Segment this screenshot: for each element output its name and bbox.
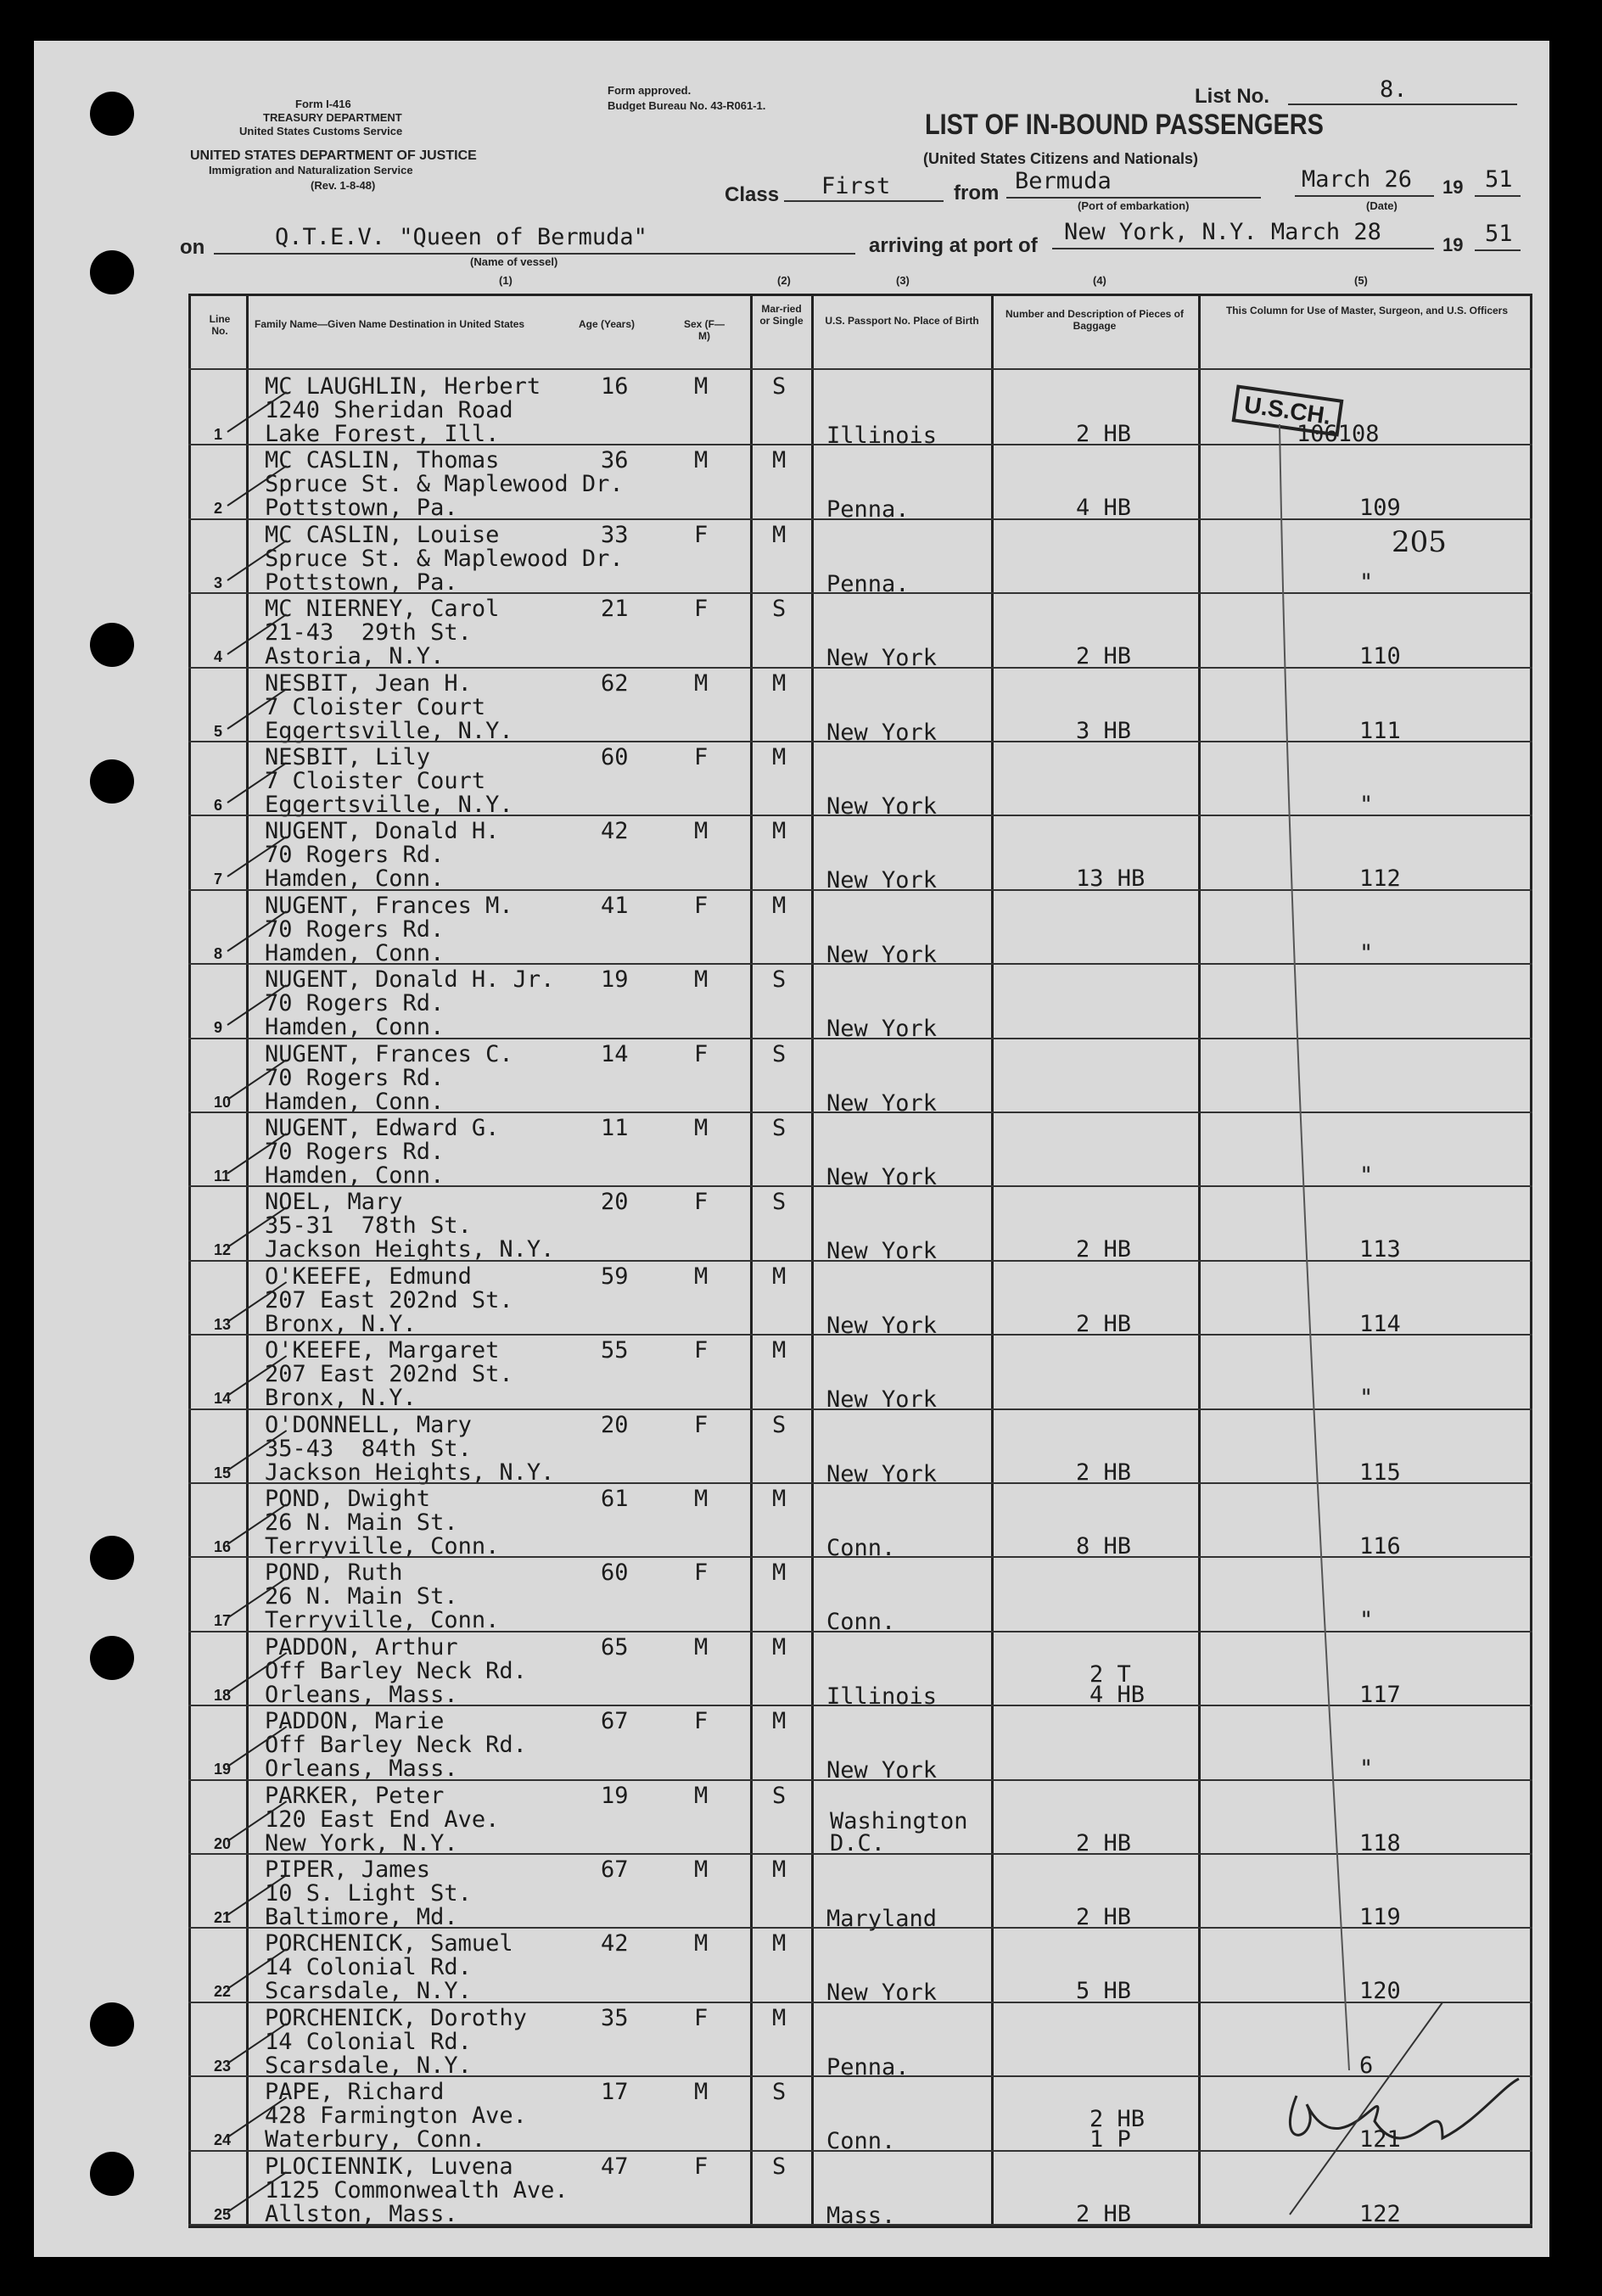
passenger-name: NUGENT, Frances C. bbox=[265, 1040, 513, 1067]
officer-number: " bbox=[1359, 1385, 1374, 1412]
officer-number: 106108 bbox=[1297, 421, 1380, 447]
class-label: Class bbox=[725, 183, 780, 206]
address-city: Eggertsville, N.Y. bbox=[265, 717, 513, 744]
officer-number: 115 bbox=[1359, 1459, 1401, 1486]
age: 62 bbox=[601, 669, 629, 697]
list-no-label: List No. bbox=[1195, 85, 1269, 108]
officer-number: " bbox=[1359, 568, 1374, 596]
address-city: Baltimore, Md. bbox=[265, 1904, 458, 1930]
address-city: Pottstown, Pa. bbox=[265, 495, 458, 522]
age: 42 bbox=[601, 818, 629, 845]
line-number: 11 bbox=[214, 1168, 231, 1184]
officer-number: 113 bbox=[1359, 1236, 1401, 1263]
sex: M bbox=[694, 1930, 709, 1957]
address-city: Orleans, Mass. bbox=[265, 1681, 458, 1708]
baggage: 2 HB bbox=[1076, 1459, 1132, 1486]
marital-status: S bbox=[772, 2153, 787, 2180]
on-label: on bbox=[180, 236, 205, 259]
line-number: 25 bbox=[214, 2205, 232, 2223]
place-of-birth: New York bbox=[826, 1312, 938, 1339]
address-street: 1240 Sheridan Road bbox=[265, 397, 513, 423]
line-number: 3 bbox=[214, 574, 223, 591]
ins-service: Immigration and Naturalization Service bbox=[209, 164, 413, 176]
sex: F bbox=[694, 1411, 709, 1438]
sex: F bbox=[694, 744, 709, 770]
sex: M bbox=[694, 373, 709, 400]
age: 17 bbox=[601, 2079, 629, 2106]
age: 35 bbox=[601, 2004, 629, 2031]
address-street: 10 S. Light St. bbox=[265, 1880, 472, 1907]
officer-number: 111 bbox=[1359, 717, 1401, 744]
passenger-name: MC CASLIN, Louise bbox=[265, 521, 500, 548]
address-city: Hamden, Conn. bbox=[265, 939, 445, 966]
address-street: Off Barley Neck Rd. bbox=[265, 1732, 527, 1759]
address-city: Hamden, Conn. bbox=[265, 1014, 445, 1041]
port-embarkation-label: (Port of embarkation) bbox=[1078, 199, 1190, 212]
sex: F bbox=[694, 2004, 709, 2031]
year-prefix-2: 19 bbox=[1442, 234, 1464, 255]
passenger-name: NESBIT, Jean H. bbox=[265, 669, 472, 697]
marital-status: S bbox=[772, 1782, 787, 1809]
marital-status: M bbox=[772, 818, 787, 845]
sex: M bbox=[694, 966, 709, 994]
sex: F bbox=[694, 596, 709, 623]
page-title: LIST OF IN-BOUND PASSENGERS bbox=[925, 109, 1324, 141]
address-city: Terryville, Conn. bbox=[265, 1607, 500, 1634]
line-number: 8 bbox=[214, 944, 223, 962]
col-num-4: (4) bbox=[1093, 274, 1106, 287]
passenger-name: NOEL, Mary bbox=[265, 1189, 403, 1216]
sex: F bbox=[694, 521, 709, 548]
address-street: 35-31 78th St. bbox=[265, 1212, 472, 1240]
officer-number: " bbox=[1359, 1756, 1374, 1783]
place-of-birth: Conn. bbox=[826, 1609, 896, 1636]
age: 42 bbox=[601, 1930, 629, 1957]
sex: F bbox=[694, 1040, 709, 1067]
marital-status: M bbox=[772, 1560, 787, 1587]
marital-status: S bbox=[772, 2079, 787, 2106]
address-street: 70 Rogers Rd. bbox=[265, 990, 445, 1017]
line-number: 6 bbox=[214, 797, 223, 814]
sex: M bbox=[694, 1782, 709, 1809]
treasury-dept: TREASURY DEPARTMENT bbox=[263, 111, 402, 124]
address-street: 120 East End Ave. bbox=[265, 1806, 500, 1833]
age: 20 bbox=[601, 1411, 629, 1438]
passenger-name: MC CASLIN, Thomas bbox=[265, 447, 500, 474]
officer-number: " bbox=[1359, 792, 1374, 818]
line-number: 4 bbox=[214, 648, 223, 666]
officer-number: 110 bbox=[1359, 643, 1401, 670]
passenger-name: PORCHENICK, Dorothy bbox=[265, 2004, 527, 2031]
officer-number: 120 bbox=[1359, 1978, 1401, 2005]
passenger-name: NUGENT, Frances M. bbox=[265, 892, 513, 919]
address-city: Hamden, Conn. bbox=[265, 1088, 445, 1115]
arrival-port: New York, N.Y. March 28 bbox=[1064, 219, 1381, 245]
place-of-birth: New York bbox=[826, 719, 938, 746]
passenger-name: NUGENT, Donald H. Jr. bbox=[265, 966, 555, 994]
baggage: 2 HB bbox=[1076, 1236, 1132, 1263]
place-of-birth: New York bbox=[826, 1164, 938, 1190]
marital-status: M bbox=[772, 1633, 787, 1660]
baggage: 4 HB bbox=[1076, 495, 1132, 522]
age: 21 bbox=[601, 596, 629, 623]
justice-dept: UNITED STATES DEPARTMENT OF JUSTICE bbox=[190, 148, 477, 163]
vessel-name-label: (Name of vessel) bbox=[470, 255, 558, 268]
vessel-name: Q.T.E.V. "Queen of Bermuda" bbox=[275, 224, 647, 250]
col-num-5: (5) bbox=[1354, 274, 1368, 287]
marital-status: M bbox=[772, 521, 787, 548]
baggage: 2 HB bbox=[1076, 643, 1132, 670]
passenger-name: NESBIT, Lily bbox=[265, 744, 431, 770]
marital-status: S bbox=[772, 966, 787, 994]
marital-status: S bbox=[772, 1040, 787, 1067]
class-value: First bbox=[821, 173, 891, 199]
line-number: 21 bbox=[214, 1909, 232, 1926]
baggage: 3 HB bbox=[1076, 717, 1132, 744]
list-no-value: 8. bbox=[1380, 76, 1408, 103]
col-num-3: (3) bbox=[896, 274, 910, 287]
age: 36 bbox=[601, 447, 629, 474]
sex: M bbox=[694, 447, 709, 474]
address-street: 1125 Commonwealth Ave. bbox=[265, 2176, 569, 2204]
age: 67 bbox=[601, 1708, 629, 1735]
year-value-1: 51 bbox=[1485, 166, 1513, 193]
line-number: 10 bbox=[214, 1093, 232, 1111]
passenger-name: PIPER, James bbox=[265, 1856, 431, 1883]
place-of-birth: New York bbox=[826, 1460, 938, 1487]
address-street: 207 East 202nd St. bbox=[265, 1361, 513, 1388]
baggage: 2 HB bbox=[1076, 1904, 1132, 1930]
sex: F bbox=[694, 1560, 709, 1587]
form-number: Form I-416 bbox=[295, 98, 351, 110]
officer-number: 117 bbox=[1359, 1681, 1401, 1708]
baggage: 2 HB bbox=[1076, 1829, 1132, 1856]
baggage-line2: 4 HB bbox=[1089, 1681, 1145, 1708]
line-number: 2 bbox=[214, 500, 223, 518]
place-of-birth: Illinois bbox=[826, 423, 938, 449]
address-street: 70 Rogers Rd. bbox=[265, 916, 445, 943]
place-of-birth-line2: D.C. bbox=[830, 1829, 886, 1856]
address-street: 7 Cloister Court bbox=[265, 693, 486, 720]
marital-status: M bbox=[772, 447, 787, 474]
officer-number: 109 bbox=[1359, 495, 1401, 522]
baggage: 2 HB bbox=[1076, 2200, 1132, 2227]
line-number: 19 bbox=[214, 1761, 232, 1778]
passenger-name: O'KEEFE, Margaret bbox=[265, 1337, 500, 1364]
age: 60 bbox=[601, 744, 629, 770]
marital-status: S bbox=[772, 1189, 787, 1216]
address-city: Waterbury, Conn. bbox=[265, 2126, 486, 2153]
col-header-age: Age (Years) bbox=[578, 318, 636, 330]
marital-status: M bbox=[772, 1856, 787, 1883]
address-street: 70 Rogers Rd. bbox=[265, 1139, 445, 1165]
place-of-birth: New York bbox=[826, 867, 938, 894]
marital-status: M bbox=[772, 1708, 787, 1735]
age: 19 bbox=[601, 1782, 629, 1809]
sex: M bbox=[694, 669, 709, 697]
marital-status: S bbox=[772, 1115, 787, 1141]
arriving-label: arriving at port of bbox=[869, 234, 1038, 257]
line-number: 22 bbox=[214, 1983, 232, 2001]
age: 65 bbox=[601, 1633, 629, 1660]
passenger-name: MC LAUGHLIN, Herbert bbox=[265, 373, 541, 400]
age: 55 bbox=[601, 1337, 629, 1364]
line-number: 9 bbox=[214, 1019, 223, 1037]
budget-bureau: Budget Bureau No. 43-R061-1. bbox=[608, 99, 766, 112]
date-label: (Date) bbox=[1366, 199, 1398, 212]
age: 14 bbox=[601, 1040, 629, 1067]
address-city: New York, N.Y. bbox=[265, 1829, 458, 1856]
place-of-birth: New York bbox=[826, 793, 938, 820]
baggage: 2 HB bbox=[1076, 421, 1132, 447]
passenger-name: NUGENT, Donald H. bbox=[265, 818, 500, 845]
marital-status: M bbox=[772, 1486, 787, 1512]
signature-scribble bbox=[1290, 2079, 1519, 2138]
address-city: Pottstown, Pa. bbox=[265, 568, 458, 596]
sex: F bbox=[694, 1708, 709, 1735]
age: 33 bbox=[601, 521, 629, 548]
officer-number: 6 bbox=[1359, 2052, 1374, 2079]
address-city: Scarsdale, N.Y. bbox=[265, 1978, 472, 2005]
marital-status: S bbox=[772, 373, 787, 400]
address-street: 207 East 202nd St. bbox=[265, 1286, 513, 1313]
baggage: 2 HB bbox=[1076, 1310, 1132, 1337]
col-header-name: Family Name—Given Name Destination in United States bbox=[255, 318, 525, 330]
passenger-name: PADDON, Arthur bbox=[265, 1633, 458, 1660]
line-number: 12 bbox=[214, 1241, 232, 1259]
address-street: 26 N. Main St. bbox=[265, 1509, 458, 1536]
marital-status: M bbox=[772, 2004, 787, 2031]
sex: M bbox=[694, 2079, 709, 2106]
line-number: 7 bbox=[214, 871, 223, 888]
col-num-2: (2) bbox=[777, 274, 791, 287]
passenger-name: POND, Dwight bbox=[265, 1486, 431, 1512]
address-street: 21-43 29th St. bbox=[265, 619, 472, 647]
marital-status: M bbox=[772, 744, 787, 770]
officer-number: 119 bbox=[1359, 1904, 1401, 1930]
officer-number: 122 bbox=[1359, 2200, 1401, 2227]
address-city: Hamden, Conn. bbox=[265, 865, 445, 893]
sex: F bbox=[694, 2153, 709, 2180]
place-of-birth: Mass. bbox=[826, 2202, 896, 2229]
sex: M bbox=[694, 1263, 709, 1290]
age: 61 bbox=[601, 1486, 629, 1512]
address-street: Off Barley Neck Rd. bbox=[265, 1657, 527, 1684]
marital-status: M bbox=[772, 1263, 787, 1290]
passenger-name: PARKER, Peter bbox=[265, 1782, 445, 1809]
place-of-birth: New York bbox=[826, 1089, 938, 1117]
address-city: Allston, Mass. bbox=[265, 2200, 458, 2227]
line-number: 1 bbox=[214, 426, 223, 443]
line-number: 20 bbox=[214, 1834, 232, 1852]
address-city: Scarsdale, N.Y. bbox=[265, 2052, 472, 2079]
age: 47 bbox=[601, 2153, 629, 2180]
col-header-married: Mar-ried or Single bbox=[759, 303, 804, 327]
customs-service: United States Customs Service bbox=[239, 125, 403, 137]
address-city: Jackson Heights, N.Y. bbox=[265, 1459, 555, 1486]
address-city: Orleans, Mass. bbox=[265, 1756, 458, 1783]
address-city: Jackson Heights, N.Y. bbox=[265, 1236, 555, 1263]
line-number: 15 bbox=[214, 1464, 232, 1481]
passenger-name: PADDON, Marie bbox=[265, 1708, 445, 1735]
age: 20 bbox=[601, 1189, 629, 1216]
age: 11 bbox=[601, 1115, 629, 1141]
line-number: 24 bbox=[214, 2131, 232, 2149]
address-city: Hamden, Conn. bbox=[265, 1162, 445, 1189]
year-value-2: 51 bbox=[1485, 221, 1513, 247]
from-label: from bbox=[954, 182, 1000, 204]
date-value: March 26 bbox=[1302, 166, 1413, 193]
col-num-1: (1) bbox=[499, 274, 513, 287]
age: 59 bbox=[601, 1263, 629, 1290]
passenger-name: PORCHENICK, Samuel bbox=[265, 1930, 513, 1957]
address-street: 35-43 84th St. bbox=[265, 1435, 472, 1462]
place-of-birth: Penna. bbox=[826, 496, 910, 524]
officer-number: 116 bbox=[1359, 1533, 1401, 1560]
address-street: 70 Rogers Rd. bbox=[265, 842, 445, 869]
place-of-birth: New York bbox=[826, 1757, 938, 1784]
passenger-name: PAPE, Richard bbox=[265, 2079, 445, 2106]
address-city: Terryville, Conn. bbox=[265, 1533, 500, 1560]
address-street: 14 Colonial Rd. bbox=[265, 1954, 472, 1981]
baggage-line2: 1 P bbox=[1089, 2126, 1131, 2153]
year-prefix-1: 19 bbox=[1442, 176, 1464, 198]
form-approved: Form approved. bbox=[608, 84, 692, 97]
passenger-name: O'KEEFE, Edmund bbox=[265, 1263, 472, 1290]
marital-status: S bbox=[772, 596, 787, 623]
place-of-birth: New York bbox=[826, 1016, 938, 1043]
place-of-birth: Penna. bbox=[826, 2053, 910, 2080]
baggage: 13 HB bbox=[1076, 865, 1145, 893]
place-of-birth: New York bbox=[826, 1386, 938, 1414]
place-of-birth: Washington bbox=[830, 1807, 968, 1834]
officer-number: 118 bbox=[1359, 1829, 1401, 1856]
sex: M bbox=[694, 1633, 709, 1660]
sex: M bbox=[694, 1856, 709, 1883]
baggage: 2 T bbox=[1089, 1660, 1131, 1688]
line-number: 17 bbox=[214, 1612, 232, 1630]
officer-number: " bbox=[1359, 1162, 1374, 1189]
line-number: 5 bbox=[214, 722, 223, 740]
passenger-name: MC NIERNEY, Carol bbox=[265, 596, 500, 623]
address-street: 14 Colonial Rd. bbox=[265, 2028, 472, 2055]
baggage: 8 HB bbox=[1076, 1533, 1132, 1560]
col-header-officers: This Column for Use of Master, Surgeon, and U.S. Officers bbox=[1225, 305, 1509, 316]
annotation-205: 205 bbox=[1392, 525, 1447, 559]
place-of-birth: Conn. bbox=[826, 2128, 896, 2155]
sex: F bbox=[694, 1337, 709, 1364]
place-of-birth: New York bbox=[826, 1238, 938, 1265]
marital-status: M bbox=[772, 1337, 787, 1364]
line-number: 23 bbox=[214, 2057, 232, 2075]
address-street: 7 Cloister Court bbox=[265, 768, 486, 794]
address-street: 70 Rogers Rd. bbox=[265, 1064, 445, 1091]
place-of-birth: Penna. bbox=[826, 570, 910, 597]
passenger-name: NUGENT, Edward G. bbox=[265, 1115, 500, 1141]
officer-number: " bbox=[1359, 1607, 1374, 1634]
officer-number: " bbox=[1359, 939, 1374, 966]
age: 67 bbox=[601, 1856, 629, 1883]
address-city: Bronx, N.Y. bbox=[265, 1310, 417, 1337]
marital-status: S bbox=[772, 1411, 787, 1438]
age: 19 bbox=[601, 966, 629, 994]
sex: M bbox=[694, 1115, 709, 1141]
place-of-birth: New York bbox=[826, 1980, 938, 2007]
sex: M bbox=[694, 818, 709, 845]
place-of-birth: New York bbox=[826, 941, 938, 968]
page-subtitle: (United States Citizens and Nationals) bbox=[923, 150, 1199, 167]
marital-status: M bbox=[772, 1930, 787, 1957]
age: 60 bbox=[601, 1560, 629, 1587]
baggage: 2 HB bbox=[1089, 2106, 1145, 2133]
line-number: 13 bbox=[214, 1315, 232, 1333]
marital-status: M bbox=[772, 669, 787, 697]
col-header-baggage: Number and Description of Pieces of Baggage bbox=[1005, 308, 1185, 332]
place-of-birth: Conn. bbox=[826, 1535, 896, 1561]
officer-number: 112 bbox=[1359, 865, 1401, 893]
place-of-birth: New York bbox=[826, 645, 938, 672]
place-of-birth: Illinois bbox=[826, 1683, 938, 1710]
sex: M bbox=[694, 1486, 709, 1512]
line-number: 14 bbox=[214, 1390, 232, 1408]
baggage: 5 HB bbox=[1076, 1978, 1132, 2005]
sex: F bbox=[694, 1189, 709, 1216]
address-street: Spruce St. & Maplewood Dr. bbox=[265, 545, 624, 572]
passenger-name: PLOCIENNIK, Luvena bbox=[265, 2153, 513, 2180]
address-city: Astoria, N.Y. bbox=[265, 643, 445, 670]
col-header-line: Line No. bbox=[209, 313, 231, 337]
passenger-name: POND, Ruth bbox=[265, 1560, 403, 1587]
from-value: Bermuda bbox=[1015, 168, 1112, 194]
customs-stamp: U.S.CH. bbox=[1232, 384, 1344, 436]
marital-status: M bbox=[772, 892, 787, 919]
line-number: 16 bbox=[214, 1538, 232, 1555]
address-city: Eggertsville, N.Y. bbox=[265, 792, 513, 818]
address-street: 428 Farmington Ave. bbox=[265, 2103, 527, 2130]
line-number: 18 bbox=[214, 1686, 232, 1704]
address-city: Lake Forest, Ill. bbox=[265, 421, 500, 447]
sex: F bbox=[694, 892, 709, 919]
place-of-birth: Maryland bbox=[826, 1906, 938, 1932]
age: 16 bbox=[601, 373, 629, 400]
officer-number: 114 bbox=[1359, 1310, 1401, 1337]
passenger-name: O'DONNELL, Mary bbox=[265, 1411, 472, 1438]
address-city: Bronx, N.Y. bbox=[265, 1385, 417, 1412]
address-street: Spruce St. & Maplewood Dr. bbox=[265, 471, 624, 498]
form-revision: (Rev. 1-8-48) bbox=[311, 179, 376, 192]
officer-number: 121 bbox=[1359, 2126, 1401, 2153]
col-header-passport: U.S. Passport No. Place of Birth bbox=[825, 315, 979, 327]
address-street: 26 N. Main St. bbox=[265, 1583, 458, 1610]
col-header-sex: Sex (F—M) bbox=[683, 318, 725, 342]
age: 41 bbox=[601, 892, 629, 919]
